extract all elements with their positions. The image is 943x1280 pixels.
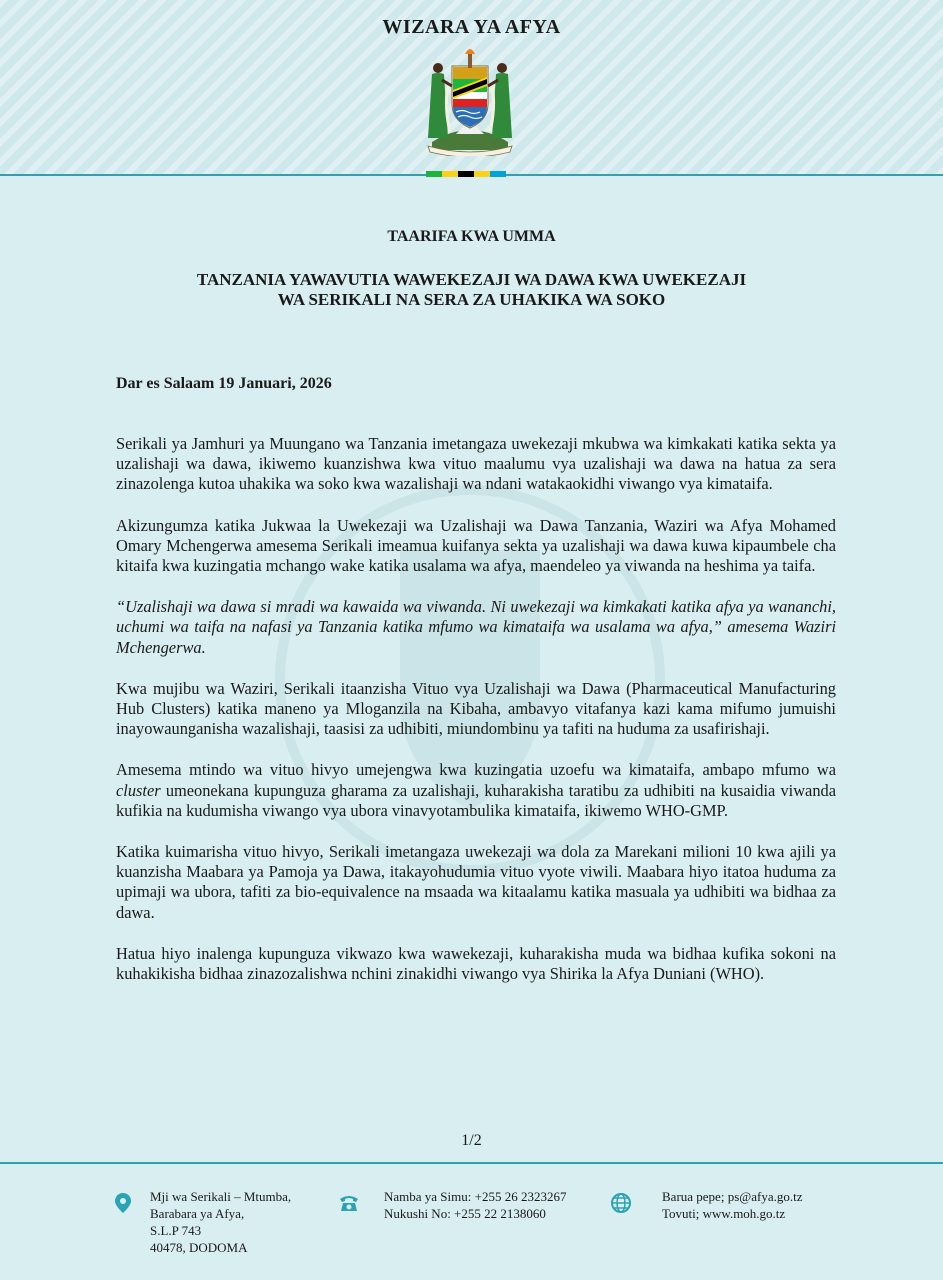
location-pin-icon [112,1192,134,1214]
globe-icon [610,1192,632,1214]
address-line-2: Barabara ya Afya, [150,1206,245,1221]
paragraph-1: Serikali ya Jamhuri ya Muungano wa Tanzania imetangaza uwekezaji mkubwa wa kimkakati katika sekta ya uzalishaji wa dawa, ikiwemo kuanzishwa kwa vituo maalumu vya uzalishaji wa dawa na hatua za sera zinazolenga kutoa uhakika wa soko kwa wazalishaji wa ndani watakaokidhi viwango vya kimataifa. [116,434,836,494]
address-line-3: S.L.P 743 [150,1223,202,1238]
phone-line: Namba ya Simu: +255 26 2323267 [384,1189,567,1204]
paragraph-5-end: umeonekana kupunguza gharama za uzalishaji, kuharakisha taratibu za udhibiti na kusaidia viwanda kufikia na kudumisha viwango vya ubora vinavyotambulika kimataifa, ikiwemo WHO-GMP. [116,780,836,820]
footer [0,1164,943,1280]
telephone-icon [338,1192,360,1214]
notice-label: TAARIFA KWA UMMA [387,228,556,245]
headline-line-1: TANZANIA YAWAVUTIA WAWEKEZAJI WA DAWA KWA UWEKEZAJI [196,270,747,289]
paragraph-5 [116,760,836,821]
headline [80,270,863,310]
paragraph-2: Akizungumza katika Jukwaa la Uwekezaji wa Uzalishaji wa Dawa Tanzania, Waziri wa Afya Mohamed Omary Mchengerwa amesema Serikali imeamua kuifanya sekta ya uzalishaji wa dawa kuwa kipaumbele cha kitaifa kwa kuzingatia mchango wake katika usalama wa afya, maendeleo ya viwanda na heshima ya taifa. [116,515,836,576]
dateline: Dar es Salaam 19 Januari, 2026 [116,375,332,392]
headline-line-2: WA SERIKALI NA SERA ZA UHAKIKA WA SOKO [277,290,666,309]
ministry-title: WIZARA YA AFYA [382,16,561,38]
paragraph-7: Hatua hiyo inalenga kupunguza vikwazo kwa wawekezaji, kuharakisha muda wa bidhaa kufika sokoni na kuhakikisha bidhaa zinazozalishwa nchini zinakidhi viwango vya Shirika la Afya Duniani (WHO). [116,943,836,984]
page-number: 1/2 [461,1132,482,1149]
coat-of-arms-icon [418,46,522,156]
flag-color-strip [426,171,506,177]
body-text [116,434,836,1005]
address-line-1: Mji wa Serikali – Mtumba, [150,1189,292,1204]
paragraph-5-start: Amesema mtindo wa vituo hivyo umejengwa kwa kuzingatia uzoefu wa kimataifa, ambapo mfumo wa [116,760,836,780]
email-line[interactable]: Barua pepe; ps@afya.go.tz [662,1189,803,1204]
footer-phone [384,1188,566,1222]
footer-web [662,1188,802,1222]
quote-paragraph: “Uzalishaji wa dawa si mradi wa kawaida wa viwanda. Ni uwekezaji wa kimkakati katika afya ya wananchi, uchumi wa taifa na nafasi ya Tanzania katika mfumo wa kimataifa wa usalama wa afya,” amesema Waziri Mchengerwa. [116,597,836,657]
website-line[interactable]: Tovuti; www.moh.go.tz [662,1206,786,1221]
footer-address [150,1188,291,1256]
paragraph-5-emphasis: cluster [116,780,161,800]
paragraph-6: Katika kuimarisha vituo hivyo, Serikali imetangaza uwekezaji wa dola za Marekani milioni 10 kwa ajili ya kuanzisha Maabara ya Pamoja ya Dawa, itakayohudumia vituo vyote viwili. Maabara hiyo itatoa huduma za upimaji wa ubora, tafiti za bio-equivalence na msaada wa kitaalamu katika masuala ya udhibiti wa bidhaa za dawa. [116,842,836,922]
fax-line: Nukushi No: +255 22 2138060 [384,1206,546,1221]
address-line-4: 40478, DODOMA [150,1240,248,1255]
paragraph-4: Kwa mujibu wa Waziri, Serikali itaanzisha Vituo vya Uzalishaji wa Dawa (Pharmaceutical Manufacturing Hub Clusters) katika maneno ya Mloganzila na Kibaha, ambavyo vitafanya kazi kama mifumo jumuishi inayowaunganisha wazalishaji, taasisi za udhibiti, miundombinu ya tafiti na huduma za usafirishaji. [116,678,836,739]
